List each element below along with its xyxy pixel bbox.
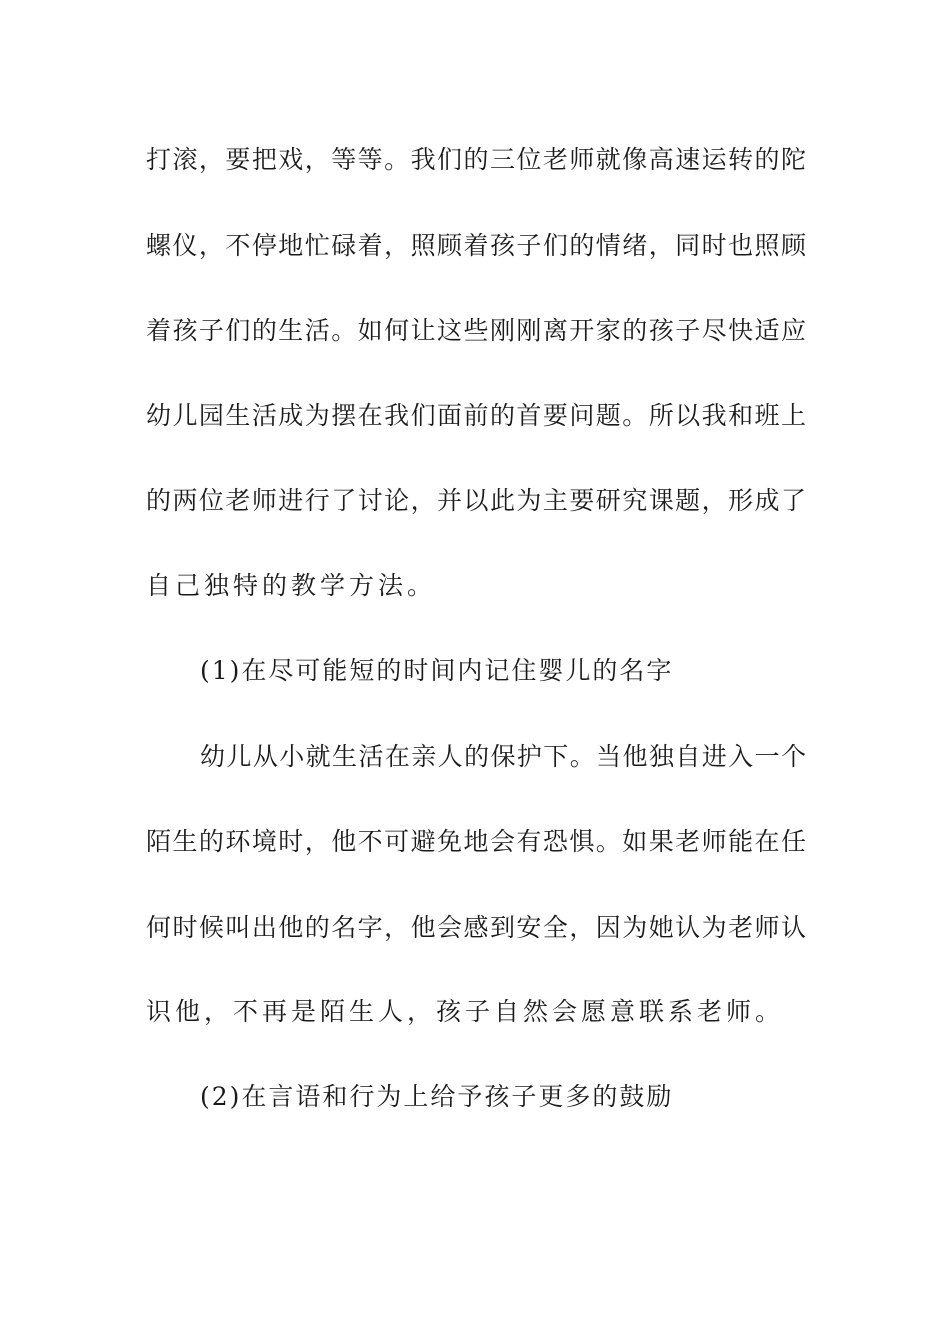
paragraph-line: 幼儿园生活成为摆在我们面前的首要问题。所以我和班上 <box>146 401 806 430</box>
paragraph-line: 幼儿从小就生活在亲人的保护下。当他独自进入一个 <box>200 742 806 771</box>
paragraph-line: 识他，不再是陌生人，孩子自然会愿意联系老师。 <box>146 997 785 1026</box>
paragraph-line: 着孩子们的生活。如何让这些刚刚离开家的孩子尽快适应 <box>146 316 806 345</box>
paragraph-line: 陌生的环境时，他不可避免地会有恐惧。如果老师能在任 <box>146 827 806 856</box>
paragraph-line: 的两位老师进行了讨论，并以此为主要研究课题，形成了 <box>146 486 806 515</box>
section-heading-2: (2)在言语和行为上给予孩子更多的鼓励 <box>200 1082 674 1111</box>
paragraph-line: 自己独特的教学方法。 <box>146 571 437 600</box>
paragraph-line: 打滚，要把戏，等等。我们的三位老师就像高速运转的陀 <box>146 145 806 174</box>
paragraph-line: 螺仪，不停地忙碌着，照顾着孩子们的情绪，同时也照顾 <box>146 231 806 260</box>
paragraph-line: 何时候叫出他的名字，他会感到安全，因为她认为老师认 <box>146 913 806 942</box>
section-heading-1: (1)在尽可能短的时间内记住婴儿的名字 <box>200 656 674 685</box>
